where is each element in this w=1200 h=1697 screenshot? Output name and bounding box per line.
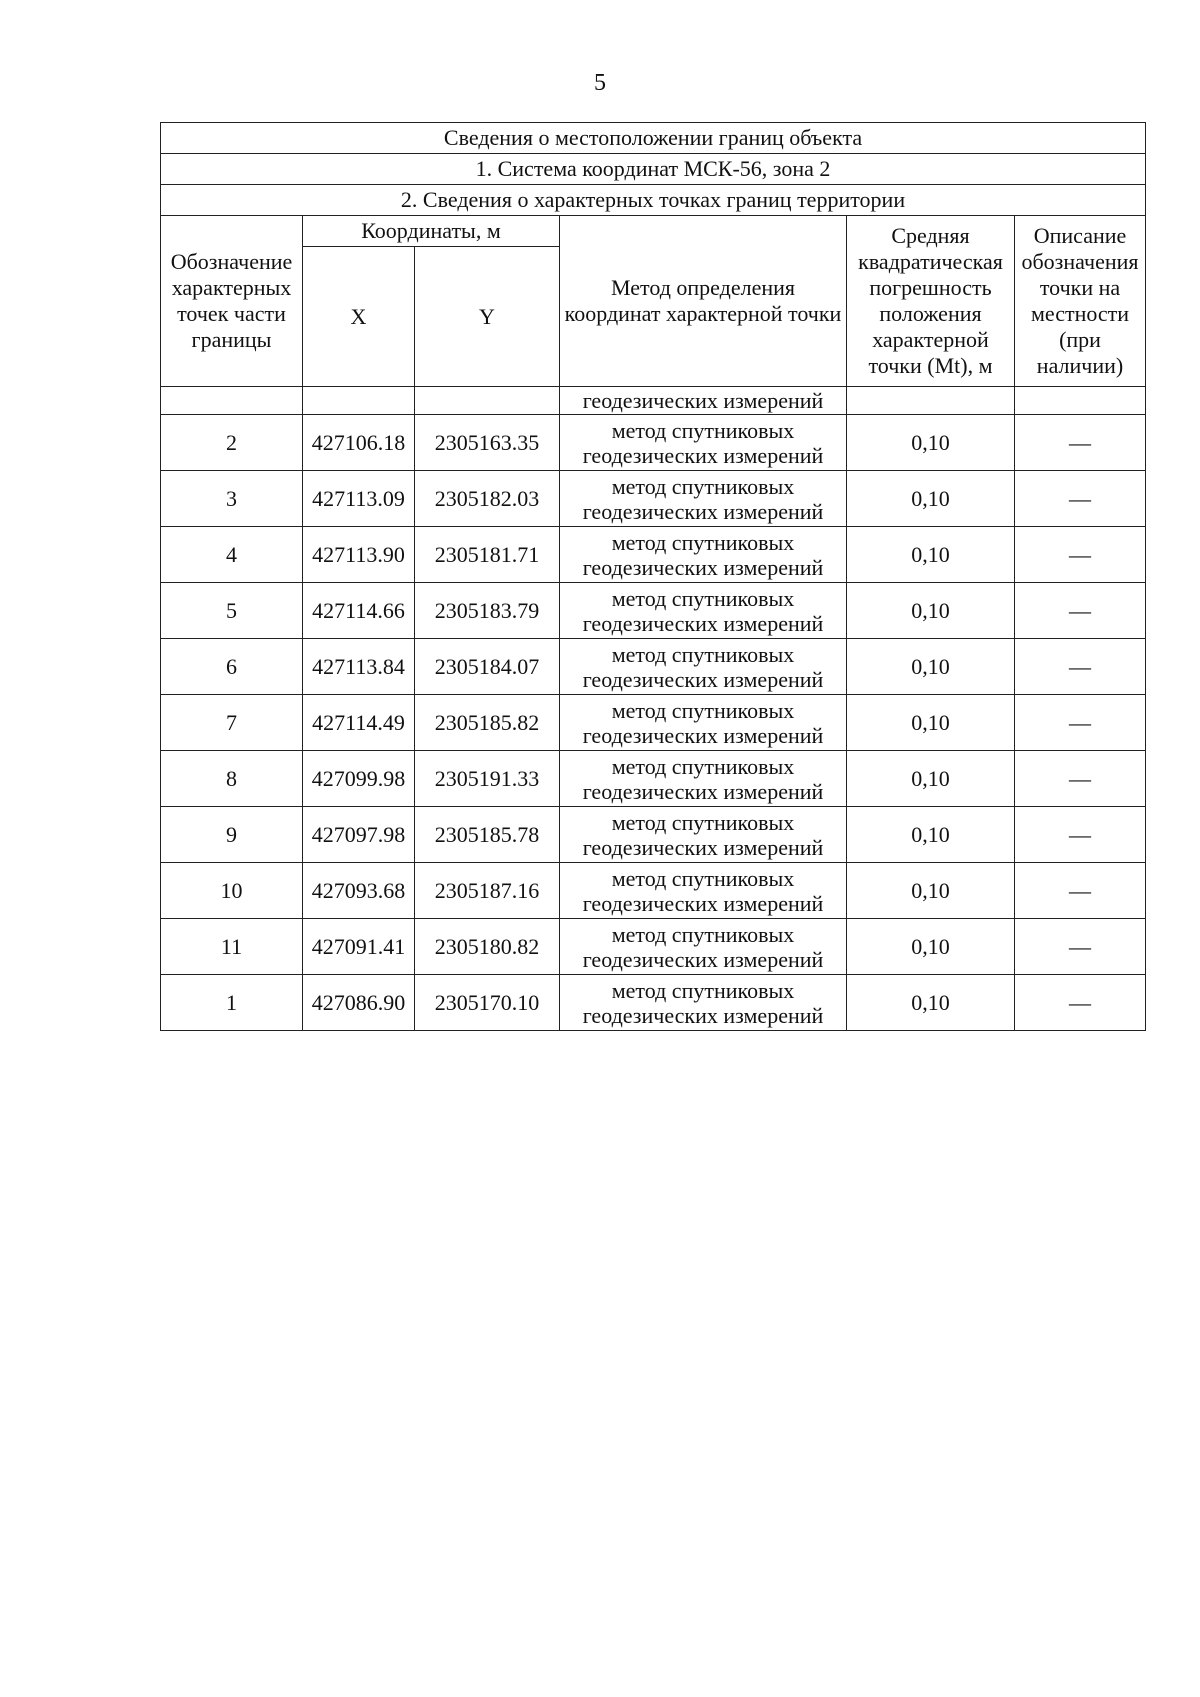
- point-cell: 11: [161, 919, 303, 975]
- method-line-2: геодезических измерений: [582, 498, 824, 524]
- method-cell: [560, 807, 847, 863]
- method-line-1: метод спутниковых: [611, 809, 795, 835]
- y-cell: 2305182.03: [415, 471, 560, 527]
- point-cell: 7: [161, 695, 303, 751]
- y-cell: 2305187.16: [415, 863, 560, 919]
- y-cell: 2305180.82: [415, 919, 560, 975]
- x-cell: 427114.49: [303, 695, 415, 751]
- cont-y: [415, 387, 560, 415]
- method-line-1: метод спутниковых: [611, 417, 795, 443]
- cont-x: [303, 387, 415, 415]
- point-cell: 1: [161, 975, 303, 1031]
- error-cell: 0,10: [847, 415, 1015, 471]
- error-cell: 0,10: [847, 583, 1015, 639]
- table-row: [161, 975, 1146, 1031]
- header-x: X: [303, 247, 415, 387]
- error-cell: 0,10: [847, 919, 1015, 975]
- x-cell: 427097.98: [303, 807, 415, 863]
- boundary-points-table: [160, 122, 1146, 1031]
- point-cell: 2: [161, 415, 303, 471]
- description-cell: —: [1015, 695, 1146, 751]
- x-cell: 427091.41: [303, 919, 415, 975]
- table-row: [161, 751, 1146, 807]
- table-title: Сведения о местоположении границ объекта: [161, 123, 1146, 154]
- error-cell: 0,10: [847, 471, 1015, 527]
- method-line-2: геодезических измерений: [582, 946, 824, 972]
- table-row: [161, 583, 1146, 639]
- table-row: [161, 695, 1146, 751]
- header-method: Метод определения координат характерной точки: [560, 216, 847, 387]
- y-cell: 2305181.71: [415, 527, 560, 583]
- method-cell: [560, 471, 847, 527]
- description-cell: —: [1015, 751, 1146, 807]
- description-cell: —: [1015, 527, 1146, 583]
- method-line-1: метод спутниковых: [611, 585, 795, 611]
- method-line-1: метод спутниковых: [611, 473, 795, 499]
- header-error: Средняя квадратическая погрешность положения характерной точки (Mt), м: [847, 216, 1015, 387]
- method-line-2: геодезических измерений: [582, 554, 824, 580]
- cont-error: [847, 387, 1015, 415]
- method-line-1: метод спутниковых: [611, 865, 795, 891]
- y-cell: 2305185.82: [415, 695, 560, 751]
- cont-description: [1015, 387, 1146, 415]
- description-cell: —: [1015, 415, 1146, 471]
- table-row: [161, 863, 1146, 919]
- method-line-1: метод спутниковых: [611, 921, 795, 947]
- method-line-2: геодезических измерений: [582, 722, 824, 748]
- method-line-1: метод спутниковых: [611, 753, 795, 779]
- y-cell: 2305191.33: [415, 751, 560, 807]
- table-row: [161, 471, 1146, 527]
- table-row: [161, 807, 1146, 863]
- x-cell: 427114.66: [303, 583, 415, 639]
- point-cell: 4: [161, 527, 303, 583]
- x-cell: 427113.84: [303, 639, 415, 695]
- points-info-line: 2. Сведения о характерных точках границ территории: [161, 185, 1146, 216]
- method-line-2: геодезических измерений: [582, 778, 824, 804]
- table-row: [161, 919, 1146, 975]
- x-cell: 427099.98: [303, 751, 415, 807]
- error-cell: 0,10: [847, 639, 1015, 695]
- method-cell: [560, 527, 847, 583]
- header-point: Обозначение характерных точек части границы: [161, 216, 303, 387]
- method-cell: [560, 863, 847, 919]
- header-coordinates: Координаты, м: [303, 216, 560, 247]
- method-cell: [560, 695, 847, 751]
- x-cell: 427113.09: [303, 471, 415, 527]
- description-cell: —: [1015, 583, 1146, 639]
- method-cell: [560, 583, 847, 639]
- method-line-1: метод спутниковых: [611, 529, 795, 555]
- description-cell: —: [1015, 919, 1146, 975]
- cont-point: [161, 387, 303, 415]
- method-line-2: геодезических измерений: [582, 442, 824, 468]
- method-cell: [560, 919, 847, 975]
- error-cell: 0,10: [847, 751, 1015, 807]
- description-cell: —: [1015, 471, 1146, 527]
- table-row: [161, 527, 1146, 583]
- y-cell: 2305184.07: [415, 639, 560, 695]
- point-cell: 8: [161, 751, 303, 807]
- x-cell: 427086.90: [303, 975, 415, 1031]
- page-number: 5: [594, 70, 606, 96]
- y-cell: 2305183.79: [415, 583, 560, 639]
- method-line-2: геодезических измерений: [582, 890, 824, 916]
- method-cell: [560, 415, 847, 471]
- coordinate-system-line: 1. Система координат МСК-56, зона 2: [161, 154, 1146, 185]
- error-cell: 0,10: [847, 695, 1015, 751]
- description-cell: —: [1015, 975, 1146, 1031]
- x-cell: 427113.90: [303, 527, 415, 583]
- y-cell: 2305170.10: [415, 975, 560, 1031]
- cont-method: геодезических измерений: [560, 387, 847, 415]
- point-cell: 6: [161, 639, 303, 695]
- x-cell: 427093.68: [303, 863, 415, 919]
- method-cell: [560, 975, 847, 1031]
- description-cell: —: [1015, 807, 1146, 863]
- point-cell: 5: [161, 583, 303, 639]
- y-cell: 2305163.35: [415, 415, 560, 471]
- method-line-2: геодезических измерений: [582, 1002, 824, 1028]
- error-cell: 0,10: [847, 527, 1015, 583]
- table-row: [161, 639, 1146, 695]
- method-line-1: метод спутниковых: [611, 977, 795, 1003]
- method-line-2: геодезических измерений: [582, 834, 824, 860]
- description-cell: —: [1015, 639, 1146, 695]
- point-cell: 9: [161, 807, 303, 863]
- table-row: [161, 415, 1146, 471]
- method-cell: [560, 639, 847, 695]
- point-cell: 10: [161, 863, 303, 919]
- header-description: Описание обозначения точки на местности (при наличии): [1015, 216, 1146, 387]
- error-cell: 0,10: [847, 975, 1015, 1031]
- method-line-1: метод спутниковых: [611, 641, 795, 667]
- method-line-2: геодезических измерений: [582, 610, 824, 636]
- error-cell: 0,10: [847, 807, 1015, 863]
- x-cell: 427106.18: [303, 415, 415, 471]
- method-cell: [560, 751, 847, 807]
- method-line-1: метод спутниковых: [611, 697, 795, 723]
- error-cell: 0,10: [847, 863, 1015, 919]
- description-cell: —: [1015, 863, 1146, 919]
- header-y: Y: [415, 247, 560, 387]
- method-line-2: геодезических измерений: [582, 666, 824, 692]
- y-cell: 2305185.78: [415, 807, 560, 863]
- point-cell: 3: [161, 471, 303, 527]
